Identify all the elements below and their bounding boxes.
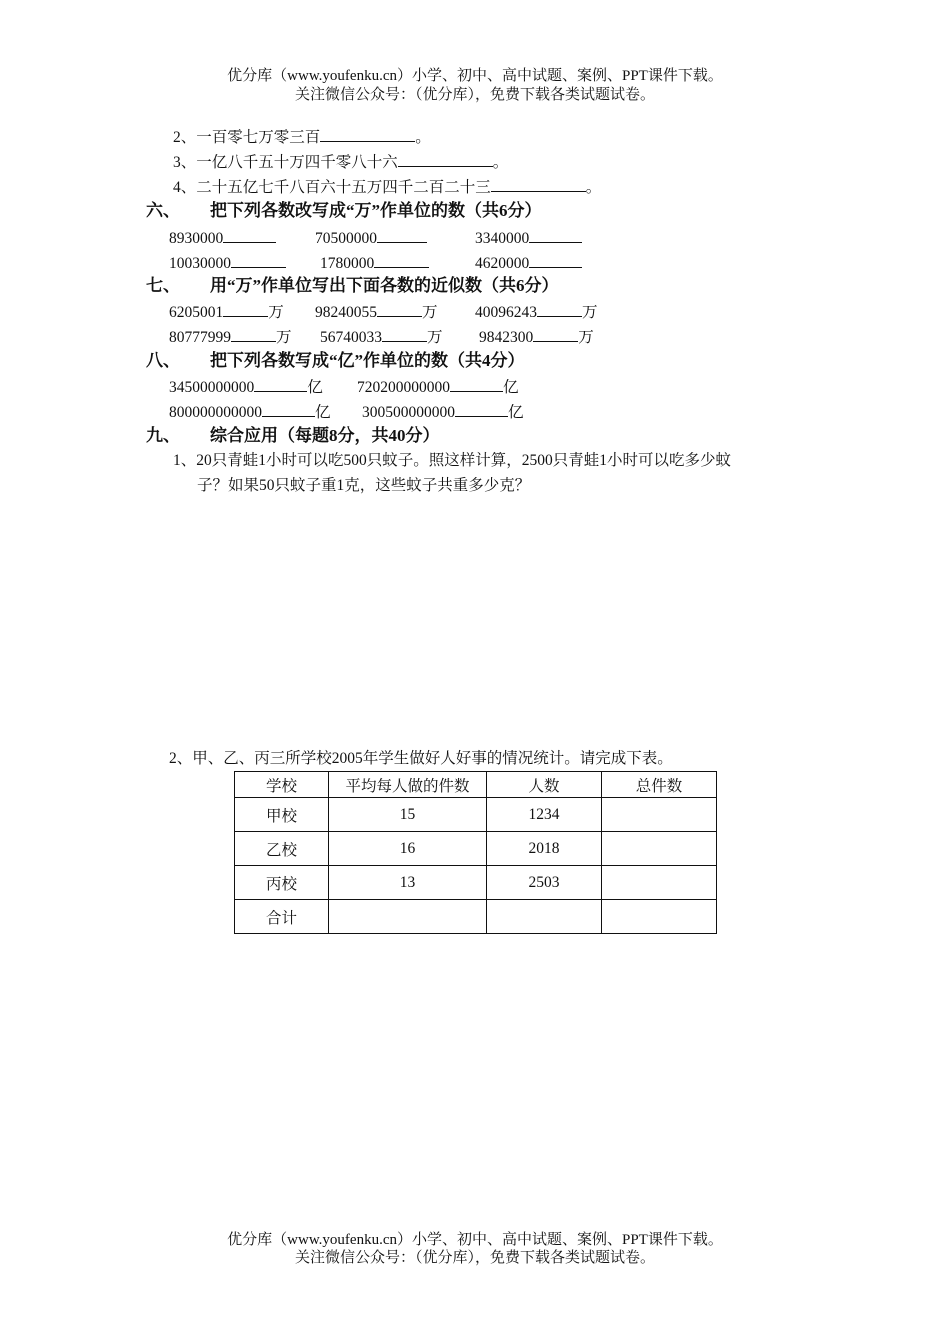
section-6-heading bbox=[146, 200, 542, 222]
question-text: 4、二十五亿七千八百六十五万四千二百二十三 bbox=[173, 179, 491, 196]
answer-blank[interactable] bbox=[377, 228, 427, 243]
header-line-2: 关注微信公众号：（优分库），免费下载各类试题试卷。 bbox=[294, 87, 655, 103]
table-cell-answer[interactable] bbox=[602, 866, 717, 900]
question-text: 3、一亿八千五十万四千零八十六 bbox=[173, 154, 398, 171]
question-5-2 bbox=[173, 127, 431, 148]
table-cell: 1234 bbox=[487, 798, 602, 832]
number: 56740033 bbox=[320, 329, 382, 346]
answer-blank[interactable] bbox=[262, 402, 315, 417]
s6-item-1 bbox=[169, 228, 276, 249]
table-cell: 甲校 bbox=[235, 798, 329, 832]
question-9-1-line-2: 子？如果50只蚊子重1克，这些蚊子共重多少克？ bbox=[197, 477, 531, 494]
s7-item-5 bbox=[320, 327, 443, 348]
table-cell: 合计 bbox=[235, 900, 329, 934]
s8-item-3 bbox=[169, 402, 331, 423]
s7-item-2 bbox=[315, 302, 438, 323]
table-header-cell: 学校 bbox=[235, 772, 329, 798]
period: 。 bbox=[492, 154, 509, 171]
section-title: 综合应用（每题8分，共40分） bbox=[210, 426, 440, 445]
number: 9842300 bbox=[479, 329, 534, 346]
answer-blank[interactable] bbox=[320, 127, 415, 142]
section-8-heading bbox=[146, 350, 525, 372]
number: 34500000000 bbox=[169, 379, 255, 396]
number: 8930000 bbox=[169, 230, 224, 247]
answer-blank[interactable] bbox=[374, 253, 429, 268]
table-header-row bbox=[235, 772, 717, 798]
table-row bbox=[235, 866, 717, 900]
answer-blank[interactable] bbox=[537, 302, 582, 317]
question-9-1-line-1: 1、20只青蛙1小时可以吃500只蚊子。照这样计算，2500只青蛙1小时可以吃多少蚊 bbox=[173, 452, 732, 469]
header-line-1: 优分库（www.youfenku.cn）小学、初中、高中试题、案例、PPT课件下载。 bbox=[227, 68, 723, 84]
table-header-cell: 总件数 bbox=[602, 772, 717, 798]
number: 70500000 bbox=[315, 230, 377, 247]
s6-item-6 bbox=[475, 253, 582, 274]
answer-blank[interactable] bbox=[533, 327, 578, 342]
s8-item-2 bbox=[357, 377, 519, 398]
table-cell-answer[interactable] bbox=[602, 832, 717, 866]
unit: 万 bbox=[578, 329, 594, 346]
table-header-cell: 平均每人做的件数 bbox=[329, 772, 487, 798]
unit: 亿 bbox=[307, 379, 323, 396]
answer-blank[interactable] bbox=[231, 327, 276, 342]
section-number: 六、 bbox=[146, 201, 180, 220]
table-cell: 2503 bbox=[487, 866, 602, 900]
answer-blank[interactable] bbox=[382, 327, 427, 342]
table-row bbox=[235, 832, 717, 866]
answer-blank[interactable] bbox=[455, 402, 508, 417]
s6-item-4 bbox=[169, 253, 286, 274]
table-cell: 丙校 bbox=[235, 866, 329, 900]
unit: 万 bbox=[422, 304, 438, 321]
section-number: 八、 bbox=[146, 351, 180, 370]
number: 800000000000 bbox=[169, 404, 262, 421]
answer-blank[interactable] bbox=[377, 302, 422, 317]
unit: 亿 bbox=[508, 404, 524, 421]
answer-blank[interactable] bbox=[223, 228, 276, 243]
s8-item-4 bbox=[362, 402, 524, 423]
section-7-heading bbox=[146, 275, 559, 297]
unit: 万 bbox=[268, 304, 284, 321]
number: 80777999 bbox=[169, 329, 231, 346]
table-row bbox=[235, 798, 717, 832]
section-title: 把下列各数改写成“万”作单位的数（共6分） bbox=[210, 201, 542, 220]
table-cell-answer[interactable] bbox=[487, 900, 602, 934]
section-9-heading bbox=[146, 425, 440, 447]
question-text: 2、一百零七万零三百 bbox=[173, 129, 321, 146]
question-5-4 bbox=[173, 177, 601, 198]
footer-line-1: 优分库（www.youfenku.cn）小学、初中、高中试题、案例、PPT课件下载。 bbox=[227, 1232, 723, 1248]
number: 98240055 bbox=[315, 304, 377, 321]
answer-blank[interactable] bbox=[529, 228, 582, 243]
table-cell: 13 bbox=[329, 866, 487, 900]
period: 。 bbox=[415, 129, 431, 146]
table-cell-answer[interactable] bbox=[602, 900, 717, 934]
answer-blank[interactable] bbox=[398, 152, 493, 167]
table-cell: 15 bbox=[329, 798, 487, 832]
section-title: 用“万”作单位写出下面各数的近似数（共6分） bbox=[210, 276, 559, 295]
answer-blank[interactable] bbox=[223, 302, 268, 317]
table-cell: 乙校 bbox=[235, 832, 329, 866]
table-cell-answer[interactable] bbox=[329, 900, 487, 934]
section-number: 九、 bbox=[146, 426, 180, 445]
table-header-cell: 人数 bbox=[487, 772, 602, 798]
s6-item-2 bbox=[315, 228, 427, 249]
unit: 万 bbox=[427, 329, 443, 346]
number: 300500000000 bbox=[362, 404, 455, 421]
answer-blank[interactable] bbox=[254, 377, 307, 392]
table-cell: 2018 bbox=[487, 832, 602, 866]
table-cell-answer[interactable] bbox=[602, 798, 717, 832]
number: 40096243 bbox=[475, 304, 537, 321]
s7-item-3 bbox=[475, 302, 598, 323]
number: 720200000000 bbox=[357, 379, 450, 396]
unit: 亿 bbox=[503, 379, 519, 396]
answer-blank[interactable] bbox=[529, 253, 582, 268]
section-title: 把下列各数写成“亿”作单位的数（共4分） bbox=[210, 351, 525, 370]
number: 4620000 bbox=[475, 255, 530, 272]
section-number: 七、 bbox=[146, 276, 180, 295]
table-row bbox=[235, 900, 717, 934]
school-stats-table bbox=[234, 771, 717, 934]
answer-blank[interactable] bbox=[450, 377, 503, 392]
s8-item-1 bbox=[169, 377, 323, 398]
number: 10030000 bbox=[169, 255, 231, 272]
s7-item-1 bbox=[169, 302, 284, 323]
unit: 万 bbox=[582, 304, 598, 321]
s7-item-4 bbox=[169, 327, 292, 348]
question-9-2: 2、甲、乙、丙三所学校2005年学生做好人好事的情况统计。请完成下表。 bbox=[169, 750, 673, 767]
unit: 万 bbox=[276, 329, 292, 346]
footer-line-2: 关注微信公众号：（优分库），免费下载各类试题试卷。 bbox=[294, 1250, 655, 1266]
s6-item-3 bbox=[475, 228, 582, 249]
s6-item-5 bbox=[320, 253, 429, 274]
s7-item-6 bbox=[479, 327, 594, 348]
answer-blank[interactable] bbox=[231, 253, 286, 268]
number: 1780000 bbox=[320, 255, 375, 272]
question-5-3 bbox=[173, 152, 508, 173]
answer-blank[interactable] bbox=[491, 177, 586, 192]
period: 。 bbox=[585, 179, 602, 196]
table-cell: 16 bbox=[329, 832, 487, 866]
number: 3340000 bbox=[475, 230, 530, 247]
number: 6205001 bbox=[169, 304, 224, 321]
unit: 亿 bbox=[315, 404, 331, 421]
